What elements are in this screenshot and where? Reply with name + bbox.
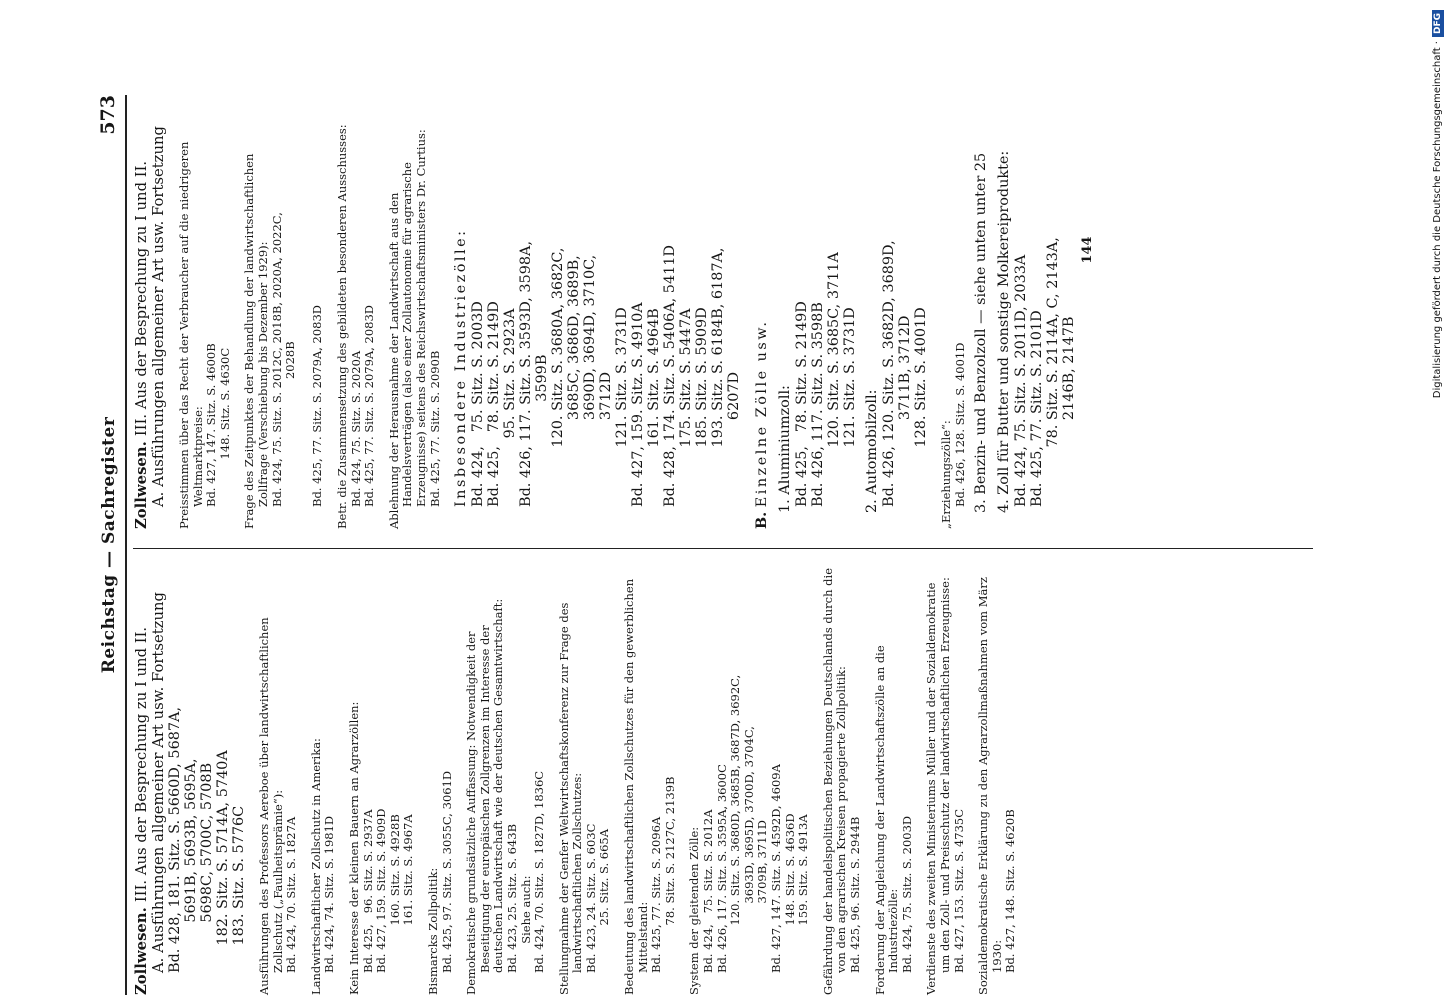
reference-line: Bd. 424, 75. Sitz. S. 2011D, 2033A <box>1013 254 1030 507</box>
right-column <box>133 101 1095 529</box>
reference-line: Bd. 426, 117. Sitz. S. 3598B <box>810 302 827 507</box>
page-number: 573 <box>97 95 119 135</box>
reference-line: 3709B, 3711D <box>755 820 770 973</box>
right-heading-rest: III. Aus der Besprechung zu I und II. <box>133 160 150 437</box>
left-column <box>133 567 1018 995</box>
reference-line: Bd. 425, 77. Sitz. S. 2090B <box>427 350 442 507</box>
index-entry <box>310 567 337 995</box>
reference-line: 182. Sitz. S. 5714A, 5740A <box>215 750 231 973</box>
section-b-letter: B. <box>753 511 771 529</box>
entry-title: System der gleitenden Zölle: <box>687 826 702 995</box>
reference-line: 2028B <box>283 341 298 507</box>
reference-line: Bd. 425, 97. Sitz. S. 3055C, 3061D <box>439 770 454 973</box>
reference-line: 5698C, 5700C, 5708B <box>199 762 215 973</box>
item-title: 2. Automobilzoll: <box>864 389 881 513</box>
industry-title: Insbesondere Industriezölle: <box>453 228 470 507</box>
reference-line: Bd. 425, 77. Sitz. S. 2079A, 2083D <box>362 304 377 507</box>
reference-line: Bd. 427, 153. Sitz. S. 4735C <box>951 808 966 973</box>
right-heading-bold: Zollwesen. <box>133 441 150 529</box>
left-intro-refs <box>167 567 247 995</box>
reference-line: Bd. 428, 174. Sitz. S. 5406A, 5411D <box>662 245 679 507</box>
index-entry <box>178 101 232 529</box>
entry-title: Landwirtschaftlicher Zollschutz in Amerika: <box>308 738 323 995</box>
entry-title: Demokratische grundsätzliche Auffassung: Notwendigkeit der Beseitigung der europäischen Zollgrenzen im Interesse der deutschen Landwirtschaft wie der deutschen Gesamtwirtschaft: <box>464 598 506 995</box>
reference-line: 175. Sitz. S. 5447A <box>678 308 695 507</box>
reference-line: 120. Sitz. S. 3680D, 3685B, 3687D, 3692C, <box>728 674 743 973</box>
index-entry <box>977 567 1018 995</box>
item-title: 3. Benzin- und Benzolzoll — siehe unten unter 25 <box>973 152 990 513</box>
reference-line: Bd. 425, 77. Sitz. S. 2096A <box>649 816 664 973</box>
right-topics <box>178 101 442 529</box>
reference-line: Bd. 424, 70. Sitz. S. 1827D, 1836C <box>532 770 547 973</box>
reference-line: Bd. 424, 74. Sitz. S. 1981D <box>322 815 337 973</box>
index-entry <box>623 567 677 995</box>
reference-line: Bd. 424, 75. Sitz. S. 2003D <box>899 815 914 973</box>
reference-line: 95. Sitz. S. 2923A <box>502 308 519 507</box>
index-entry <box>258 567 299 995</box>
index-entry <box>925 567 966 995</box>
section-b-title: Einzelne Zölle usw. <box>754 319 771 508</box>
reference-line: Bd. 425, 96. Sitz. S. 2937A <box>360 809 375 973</box>
reference-line: Bd. 426, 128. Sitz. S. 4001D <box>952 342 967 507</box>
reference-line: 78. Sitz. S. 2114A, C, 2143A, <box>1045 237 1062 507</box>
reference-line: 3711B, 3712D <box>897 315 914 507</box>
reference-line: 121. Sitz. S. 3731D <box>614 307 631 507</box>
reference-line: Bd. 425, 96. Sitz. S. 2944B <box>847 816 862 973</box>
reference-line: 3599B <box>534 354 551 507</box>
reference-line: Bd. 426, 120. Sitz. S. 3682D, 3689D, <box>881 240 898 507</box>
header-rule <box>125 95 127 995</box>
reference-line: Siehe auch: <box>518 875 533 973</box>
index-entry <box>688 567 810 995</box>
document-page <box>95 95 1425 995</box>
running-title: Reichstag — Sachregister <box>99 416 119 674</box>
entry-title: Gefährdung der handelspolitischen Beziehungen Deutschlands durch die von den agrarischen Kreisen propagierte Zollpolitik: <box>820 567 849 995</box>
entry-title: Ablehnung der Herausnahme der Landwirtschaft aus den Handelsverträgen (also einer Zollautonomie für agrarische Erzeugnisse) seitens des Reichswirtschaftsministers Dr. Curtius: <box>386 129 428 529</box>
reference-line: 3693D, 3695D, 3700D, 3704C, <box>741 726 756 973</box>
reference-line: 6207D <box>726 371 743 507</box>
reference-line: 3712D <box>598 371 615 507</box>
reference-line: Bd. 428, 181. Sitz. S. 5660D, 5687A, <box>167 706 183 973</box>
reference-line: 148. Sitz. S. 4636D <box>782 813 797 973</box>
entry-title: Betr. die Zusammensetzung des gebildeten besonderen Ausschusses: <box>334 124 349 529</box>
industry-refs <box>470 101 742 529</box>
entry-title: Stellungnahme der Genfer Weltwirtschaftskonferenz zur Frage des landwirtschaftlichen Zollschutzes: <box>556 602 585 995</box>
reference-line: 120. Sitz. S. 3685C, 3711A <box>826 252 843 507</box>
reference-line: Bd. 427, 147. Sitz. S. 4592D, 4609A <box>769 764 783 973</box>
entry-title: Kein Interesse der kleinen Bauern an Agrarzöllen: <box>346 701 361 995</box>
section-b-item <box>777 101 858 529</box>
reference-line: 121. Sitz. S. 3731D <box>842 307 859 507</box>
reference-line: 193. Sitz. S. 6184B, 6187A, <box>710 247 727 507</box>
column-divider <box>133 548 1313 549</box>
reference-line: Bd. 425, 77. Sitz. S. 2079A, 2083D <box>310 304 325 507</box>
item-subtitle: „Erziehungszölle“: <box>939 420 954 529</box>
left-heading <box>133 567 150 995</box>
index-entry <box>336 101 377 529</box>
reference-line: 148. Sitz. S. 4630C <box>217 347 232 507</box>
reference-line: 161. Sitz. S. 4967A <box>401 814 416 973</box>
right-heading <box>133 101 150 529</box>
section-b-item <box>996 101 1077 529</box>
index-entry <box>243 101 325 529</box>
reference-line: 120. Sitz. S. 3680A, 3682C, <box>550 247 567 507</box>
dfg-logo: DFG <box>1432 10 1444 37</box>
reference-line: 3690D, 3694D, 3710C, <box>582 254 599 507</box>
digitization-stamp <box>1416 8 1443 988</box>
reference-line: 78. Sitz. S. 2127C, 2139B <box>662 776 677 973</box>
entry-title: Bedeutung des landwirtschaftlichen Zollschutzes für den gewerblichen Mittelstand: <box>622 578 650 995</box>
item-title: 1. Aluminiumzoll: <box>777 385 794 513</box>
reference-line: Bd. 424, 75. Sitz. S. 2012C, 2018B, 2020A, 2022C, <box>269 212 284 507</box>
section-b-item <box>864 101 967 529</box>
index-entry <box>465 567 547 995</box>
entry-title: Sozialdemokratische Erklärung zu den Agrarzollmaßnahmen vom März 1930: <box>976 577 1004 995</box>
stamp-text: Digitalisierung gefördert durch die Deutsche Forschungsgemeinschaft · <box>1432 41 1443 399</box>
section-b-items <box>777 101 1077 529</box>
entry-title: Verdienste des zweiten Ministeriums Müller und der Sozialdemokratie um den Zoll- und Preisschutz der landwirtschaftlichen Erzeugnisse: <box>924 577 952 995</box>
reference-line <box>298 101 312 529</box>
index-entry <box>874 567 915 995</box>
reference-line: Bd. 426, 117. Sitz. S. 3593D, 3598A, <box>518 240 535 507</box>
reference-line: 183. Sitz. S. 5776C <box>231 805 247 973</box>
section-b-heading <box>753 101 771 529</box>
reference-line: Bd. 426, 117. Sitz. S. 3595A, 3600C <box>714 764 729 973</box>
entry-title: Ausführungen des Professors Aereboe über landwirtschaftlichen Zollschutz („Faulheitsprämie“): <box>257 617 285 995</box>
index-entry <box>558 567 612 995</box>
left-subheading: A. Ausführungen allgemeiner Art usw. Fortsetzung <box>150 592 167 973</box>
reference-line: Bd. 423, 24. Sitz. S. 603C <box>583 823 598 973</box>
reference-line: 5691B, 5693B, 5695A, <box>183 758 199 973</box>
reference-line: Bd. 427, 147. Sitz. S. 4600B <box>204 343 219 507</box>
reference-line: 160. Sitz. S. 4928B <box>387 814 402 973</box>
reference-line: Bd. 424, 70. Sitz. S. 1827A <box>284 816 299 973</box>
entry-title: Forderung der Angleichung der Landwirtschaftszölle an die Industriezölle: <box>872 645 901 995</box>
entry-title: Preisstimmen über das Recht der Verbraucher auf die niedrigeren Weltmarktpreise: <box>177 141 205 529</box>
left-heading-bold: Zollwesen. <box>133 907 150 995</box>
reference-line: 3685C, 3686D, 3689B, <box>566 255 583 507</box>
reference-line: Bd. 425, 78. Sitz. S. 2149D <box>486 301 503 507</box>
reference-line: 25. Sitz. S. 665A <box>597 828 612 973</box>
left-topics <box>258 567 1018 995</box>
running-head <box>95 95 123 995</box>
reference-line: Bd. 424, 75. Sitz. S. 2020A <box>348 350 363 507</box>
reference-line: 185. Sitz. S. 5909D <box>694 307 711 507</box>
entry-title: Bismarcks Zollpolitik: <box>425 867 440 995</box>
index-entry <box>388 101 442 529</box>
reference-line: Bd. 427, 159. Sitz. S. 4909D <box>374 808 389 973</box>
index-entry <box>822 567 863 995</box>
entry-title: Frage des Zeitpunktes der Behandlung der landwirtschaftlichen Zollfrage (Verschiebung bis Dezember 1929): <box>242 153 270 529</box>
reference-line: 159. Sitz. S. 4913A <box>796 814 811 973</box>
reference-line: Bd. 423, 25. Sitz. S. 643B <box>504 823 519 973</box>
reference-line: Bd. 425, 77. Sitz. S. 2101D <box>1029 310 1046 507</box>
section-b-item <box>973 101 990 529</box>
index-entry <box>427 567 454 995</box>
reference-line: 161. Sitz. S. 4964B <box>646 308 663 507</box>
reference-line: 2146B, 2147B <box>1061 316 1078 507</box>
right-subheading: A. Ausführungen allgemeiner Art usw. Fortsetzung <box>150 126 167 507</box>
index-entry <box>348 567 416 995</box>
reference-line: 128. Sitz. S. 4001D <box>913 307 930 507</box>
reference-line: Bd. 427, 148. Sitz. S. 4620B <box>1003 809 1018 973</box>
signature-mark: 144 <box>1080 236 1096 264</box>
reference-line: Bd. 425, 78. Sitz. S. 2149D <box>794 301 811 507</box>
reference-line: Bd. 424, 75. Sitz. S. 2012A <box>701 809 716 973</box>
item-title: 4. Zoll für Butter und sonstige Molkereiprodukte: <box>996 150 1013 513</box>
left-heading-rest: III. Aus der Besprechung zu I und II. <box>133 626 150 903</box>
reference-line: Bd. 427, 159. Sitz. S. 4910A <box>630 302 647 507</box>
reference-line: Bd. 424, 75. Sitz. S. 2003D <box>470 301 487 507</box>
